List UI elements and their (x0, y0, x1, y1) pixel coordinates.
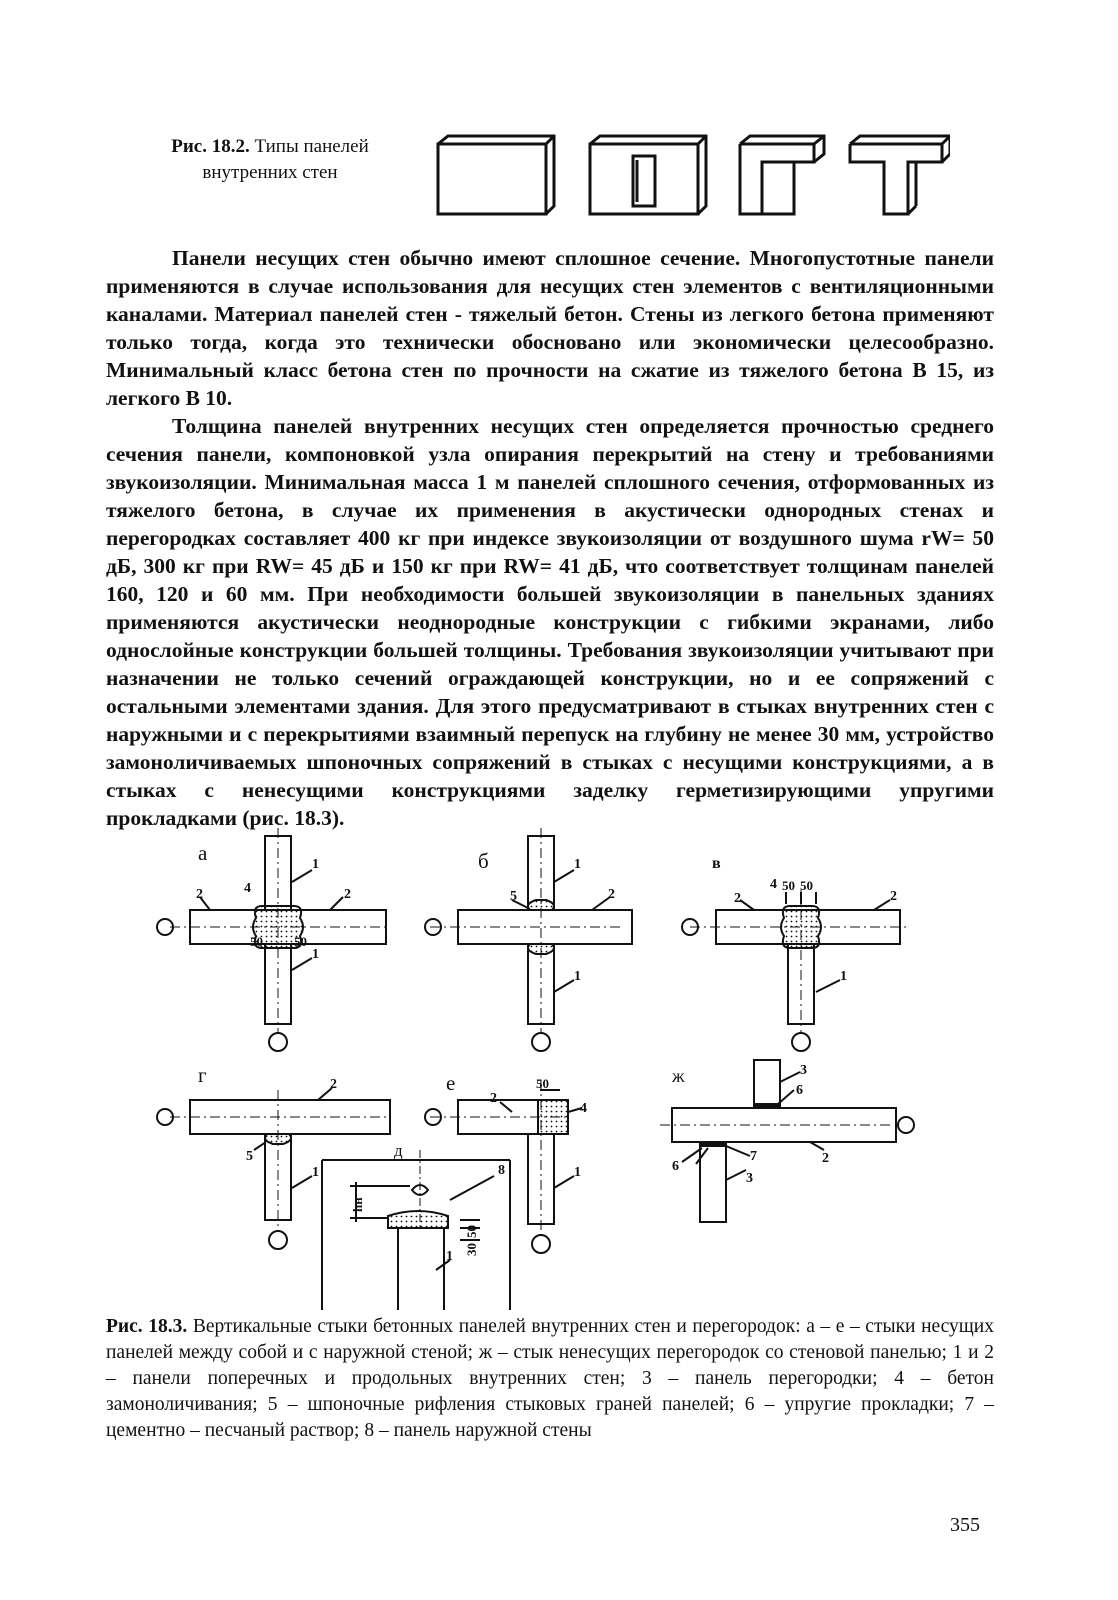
callout-2-a-right: 2 (344, 887, 351, 902)
callout-1-v: 1 (840, 969, 847, 984)
figure-18-3-caption (106, 1314, 994, 1444)
callout-1-a-bottom: 1 (312, 947, 319, 962)
dim-hn-d: hн (350, 1197, 365, 1212)
panel-label-e: е (446, 1071, 456, 1095)
page-number: 355 (950, 1514, 980, 1536)
callout-2-e: 2 (490, 1091, 497, 1106)
panel-label-a: а (198, 841, 208, 865)
panel-label-d: д (394, 1141, 403, 1160)
figure-18-2-panel-types (430, 128, 950, 220)
callout-2-zh: 2 (822, 1151, 829, 1166)
dim-50-a-left: 50 (250, 934, 263, 949)
callout-1-b-bottom: 1 (574, 969, 581, 984)
dim-50-e: 50 (536, 1076, 549, 1091)
callout-5-b: 5 (510, 889, 517, 904)
joint-g (157, 1088, 390, 1249)
callout-1-e: 1 (574, 1165, 581, 1180)
callout-5-g: 5 (246, 1149, 253, 1164)
joint-zh (660, 1060, 914, 1222)
figure-18-3-caption-text: Вертикальные стыки бетонных панелей внутренних стен и перегородок: а – е – стыки несущих панелей между собой и с наружной стеной; ж – стык ненесущих перегородок со стеновой панелью; 1 и 2 – панели поперечных и продольных внутренних стен; 3 – панель перегородки; 4 – бетон замоноличивания; 5 – шпоночные рифления стыковых граней панелей; 6 – упругие прокладки; 7 – цементно – песчаный раствор; 8 – панель наружной стены (106, 1316, 994, 1441)
callout-1-g: 1 (312, 1165, 319, 1180)
dim-30-d: 30 (464, 1243, 479, 1256)
dim-50-v-left: 50 (782, 878, 795, 893)
callout-2-g: 2 (330, 1077, 337, 1092)
figure-18-2-caption (150, 134, 390, 186)
callout-3-zh-bottom: 3 (746, 1171, 753, 1186)
figure-18-2-label: Рис. 18.2. (171, 136, 250, 157)
callout-2-b: 2 (608, 887, 615, 902)
callout-4-a: 4 (244, 881, 251, 896)
joint-b (425, 828, 632, 1051)
callout-2-v-right: 2 (890, 889, 897, 904)
callout-1-b-top: 1 (574, 857, 581, 872)
panel-type-g-shape (740, 136, 824, 214)
panel-label-v: в (712, 855, 721, 872)
callout-2-a-left: 2 (196, 887, 203, 902)
panel-type-opening (590, 136, 706, 214)
callout-6-zh-top: 6 (796, 1083, 803, 1098)
panel-type-t-shape (850, 136, 950, 214)
dim-50-d: 50 (464, 1225, 479, 1238)
joint-a (157, 828, 390, 1051)
panel-label-g: г (198, 1063, 207, 1087)
callout-6-zh-bottom: 6 (672, 1159, 679, 1174)
callout-3-zh-top: 3 (800, 1063, 807, 1078)
figure-18-2-caption-line1: Типы панелей (254, 136, 369, 157)
callout-2-v-left: 2 (734, 891, 741, 906)
figure-18-3-joints (150, 820, 950, 1310)
callout-4-e: 4 (580, 1101, 587, 1116)
dim-50-a-right: 50 (294, 934, 307, 949)
body-text (106, 244, 994, 832)
figure-18-3-label: Рис. 18.3. (106, 1316, 188, 1337)
callout-4-v: 4 (770, 877, 777, 892)
panel-label-zh: ж (672, 1066, 685, 1086)
callout-8-d: 8 (498, 1163, 505, 1178)
joint-d (322, 1150, 510, 1310)
panel-label-b: б (478, 849, 489, 873)
paragraph-1: Панели несущих стен обычно имеют сплошное сечение. Многопустотные панели применяются в случае использования для несущих стен элементов с вентиляционными каналами. Материал панелей стен - тяжелый бетон. Стены из легкого бетона применяют только тогда, когда это технически обосновано или экономически целесообразно. Минимальный класс бетона стен по прочности на сжатие из тяжелого бетона В 15, из легкого В 10. (106, 246, 994, 410)
panel-type-solid (438, 136, 554, 214)
callout-7-zh: 7 (750, 1149, 757, 1164)
figure-18-2-caption-line2: внутренних стен (202, 162, 338, 183)
paragraph-2: Толщина панелей внутренних несущих стен определяется прочностью среднего сечения панели, компоновкой узла опирания перекрытий на стену и требованиями звукоизоляции. Минимальная масса 1 м панелей сплошного сечения, отформованных из тяжелого бетона, в случае их применения в акустически однородных стенах и перегородках составляет 400 кг при индексе звукоизоляции от воздушного шума rW= 50 дБ, 300 кг при RW= 45 дБ и 150 кг при RW= 41 дБ, что соответствует толщинам панелей 160, 120 и 60 мм. При необходимости большей звукоизоляции в панельных зданиях применяются акустически неоднородные конструкции с гибкими экранами, либо однослойные конструкции большей толщины. Требования звукоизоляции учитывают при назначении не только сечений ограждающей конструкции, но и ее сопряжений с остальными элементами здания. Для этого предусматривают в стыках внутренних стен с наружными и с перекрытиями взаимный перепуск на глубину не менее 30 мм, устройство замоноличиваемых шпоночных сопряжений в стыках с несущими конструкциями, а в стыках с ненесущими конструкциями заделку герметизирующими упругими прокладками (рис. 18.3). (106, 414, 994, 830)
joint-v (682, 890, 910, 1051)
callout-1-d: 1 (446, 1249, 453, 1264)
dim-50-v-right: 50 (800, 878, 813, 893)
callout-1-a-top: 1 (312, 857, 319, 872)
